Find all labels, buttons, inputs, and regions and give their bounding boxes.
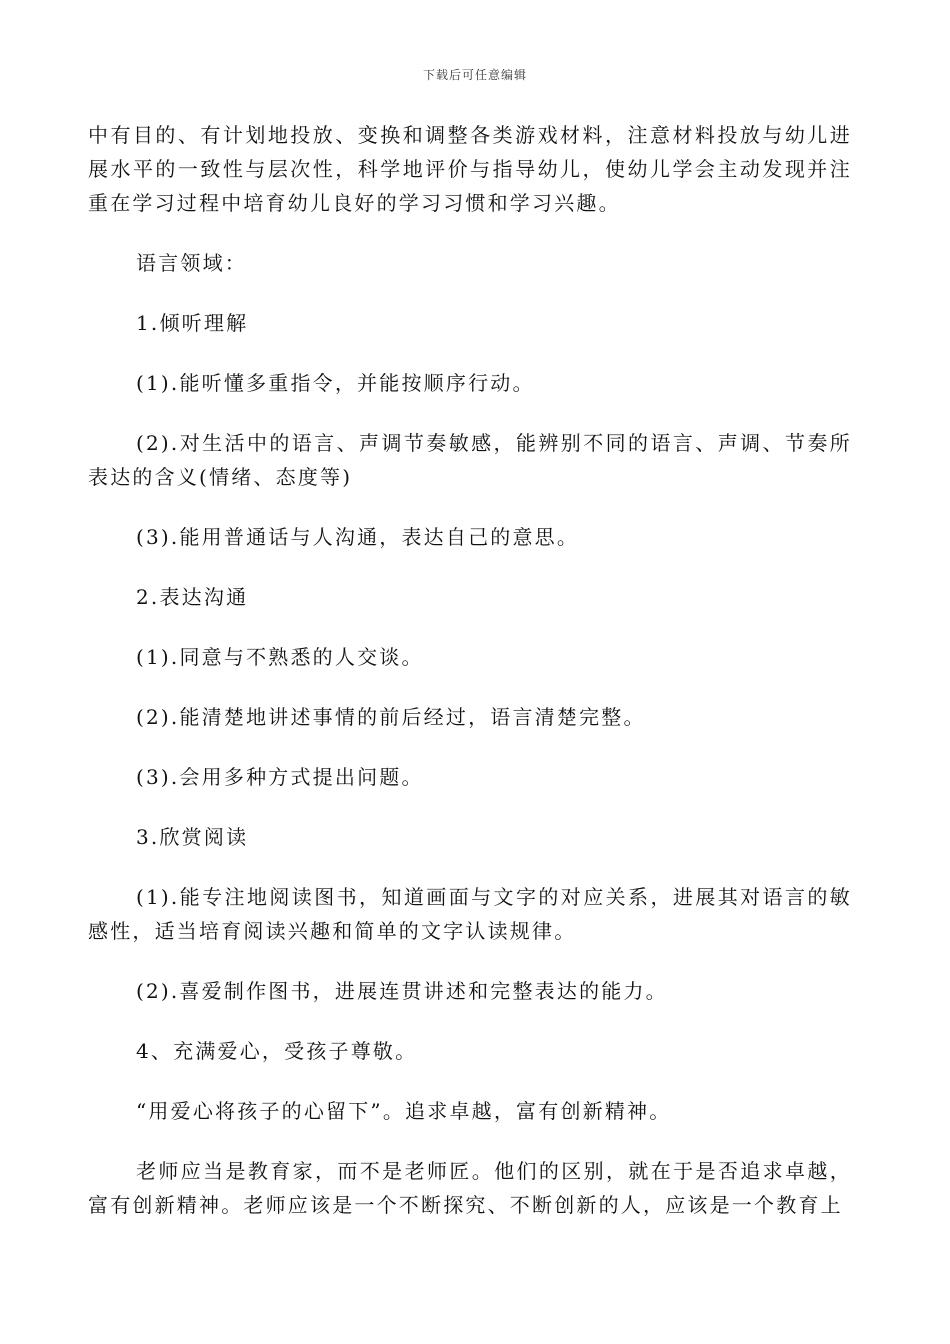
subheading-listening: 1.倾听理解 <box>136 311 249 335</box>
page-header: 下载后可任意编辑 <box>422 68 527 82</box>
list-item: (1).能专注地阅读图书，知道画面与文字的对应关系，进展其对语言的敏感性，适当培育阅读兴趣和简单的文字认读规律。 <box>88 885 852 943</box>
list-item: (1).同意与不熟悉的人交谈。 <box>136 645 424 669</box>
list-item: (2).喜爱制作图书，进展连贯讲述和完整表达的能力。 <box>136 979 668 1003</box>
section-heading-language: 语言领域： <box>136 251 247 275</box>
list-item: (2).对生活中的语言、声调节奏敏感，能辨别不同的语言、声调、节奏所表达的含义(情绪、态度等) <box>88 431 852 489</box>
list-item: (1).能听懂多重指令，并能按顺序行动。 <box>136 371 535 395</box>
subheading-reading: 3.欣赏阅读 <box>136 825 249 849</box>
list-item: (3).会用多种方式提出问题。 <box>136 765 424 789</box>
paragraph-teacher: 老师应当是教育家，而不是老师匠。他们的区别，就在于是否追求卓越，富有创新精神。老师应该是一个不断探究、不断创新的人，应该是一个教育上 <box>88 1159 852 1217</box>
subheading-expression: 2.表达沟通 <box>136 585 249 609</box>
list-item: (3).能用普通话与人沟通，表达自己的意思。 <box>136 525 580 549</box>
paragraph-continued: 中有目的、有计划地投放、变换和调整各类游戏材料，注意材料投放与幼儿进展水平的一致性与层次性，科学地评价与指导幼儿，使幼儿学会主动发现并注重在学习过程中培育幼儿良好的学习习惯和学习兴趣。 <box>88 123 852 215</box>
section-heading-love: 4、充满爱心，受孩子尊敬。 <box>136 1039 418 1063</box>
document-body <box>88 118 852 1248</box>
list-item: (2).能清楚地讲述事情的前后经过，语言清楚完整。 <box>136 705 646 729</box>
quote-paragraph: “用爱心将孩子的心留下”。追求卓越，富有创新精神。 <box>136 1099 672 1123</box>
